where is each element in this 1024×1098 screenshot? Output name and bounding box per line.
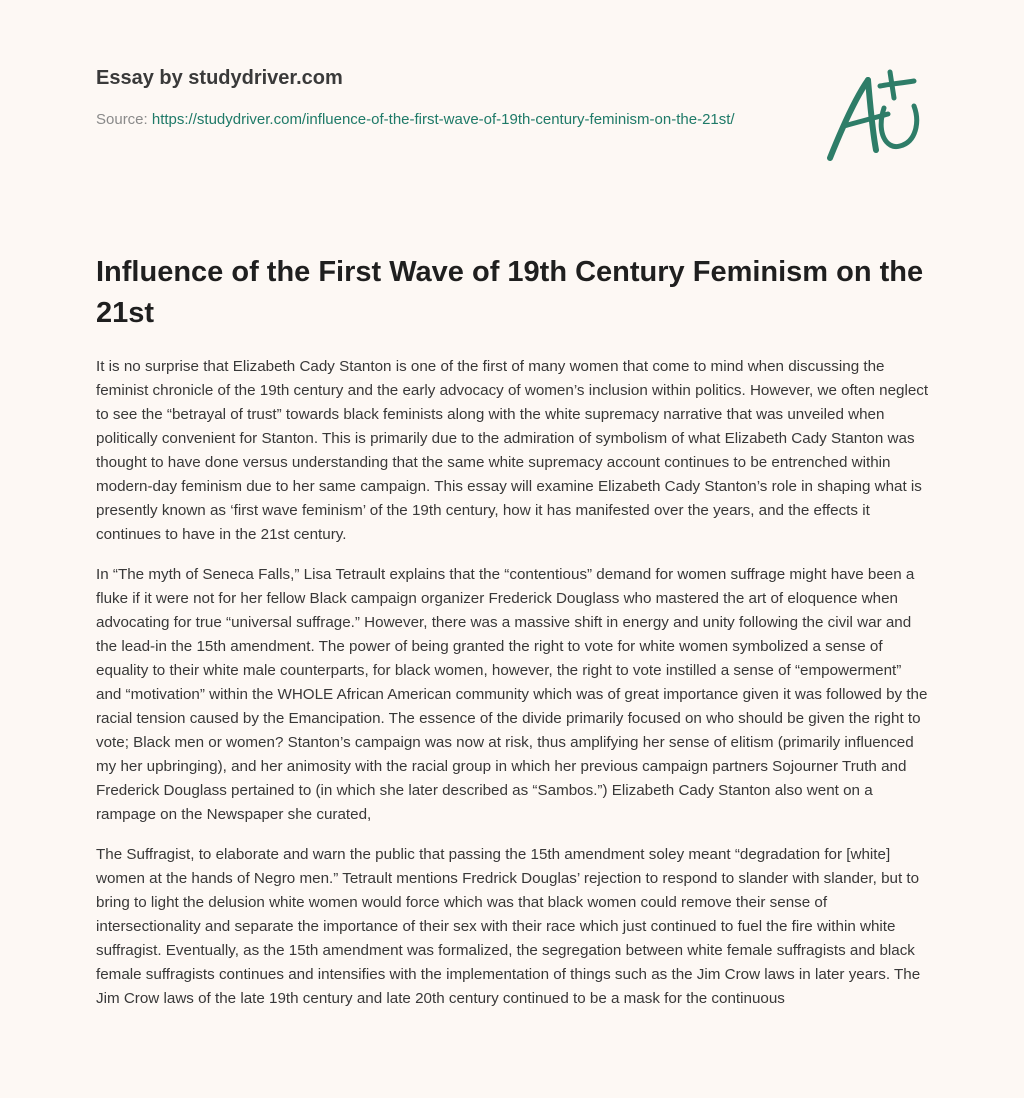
essay-title: Influence of the First Wave of 19th Century Feminism on the 21st (96, 256, 924, 329)
source-label: Source: (96, 111, 152, 128)
header (96, 62, 776, 131)
essay-body (96, 355, 930, 1027)
essay-paragraph: It is no surprise that Elizabeth Cady Stanton is one of the first of many women that come to mind when discussing the feminist chronicle of the 19th century and the early advocacy of women’s inclusion within politics. However, we often neglect to see the “betrayal of trust” towards black feminists along with the white supremacy narrative that was unveiled when politically convenient for Stanton. This is primarily due to the admiration of symbolism of what Elizabeth Cady Stanton was thought to have done versus understanding that the same white supremacy account continues to be entrenched within modern-day feminism due to her same campaign. This essay will examine Elizabeth Cady Stanton’s role in shaping what is presently known as ‘first wave feminism’ of the 19th century, how it has manifested over the years, and the effects it continues to have in the 21st century. (96, 358, 929, 543)
brand-title: Essay by studydriver.com (96, 67, 343, 89)
a-plus-logo-icon (822, 68, 928, 168)
essay-paragraph: The Suffragist, to elaborate and warn the public that passing the 15th amendment soley meant “degradation for [white] women at the hands of Negro men.” Tetrault mentions Fredrick Douglas’ rejection to respond to slander with slander, but to bring to light the delusion white women would force which was that black women could remove their sense of intersectionality and separate the importance of their sex with their race which just continued to fuel the fire within white suffragist. Eventually, as the 15th amendment was formalized, the segregation between white female suffragists and black female suffragists continues and intensifies with the implementation of things such as the Jim Crow laws in later years. The Jim Crow laws of the late 19th century and late 20th century continued to be a mask for the continuous (96, 846, 921, 1007)
essay-paragraph: In “The myth of Seneca Falls,” Lisa Tetrault explains that the “contentious” demand for women suffrage might have been a fluke if it were not for her fellow Black campaign organizer Frederick Douglass who mastered the art of eloquence when advocating for true “universal suffrage.” However, there was a massive shift in energy and unity following the civil war and the lead-in the 15th amendment. The power of being granted the right to vote for white women symbolized a sense of equality to their white male counterparts, for black women, however, the right to vote instilled a sense of “empowerment” and “motivation” within the WHOLE African American community which was of great importance given it was followed by the racial tension caused by the Emancipation. The essence of the divide primarily focused on who should be given the right to vote; Black men or women? Stanton’s campaign was now at risk, thus amplifying her sense of elitism (primarily influenced my her upbringing), and her animosity with the racial group in which her previous campaign partners Sojourner Truth and Frederick Douglass pertained to (in which she later described as “Sambos.”) Elizabeth Cady Stanton also went on a rampage on the Newspaper she curated, (96, 566, 928, 823)
source-line (96, 108, 776, 131)
source-link[interactable]: https://studydriver.com/influence-of-the-first-wave-of-19th-century-feminism-on-the-21st/ (151, 111, 735, 128)
